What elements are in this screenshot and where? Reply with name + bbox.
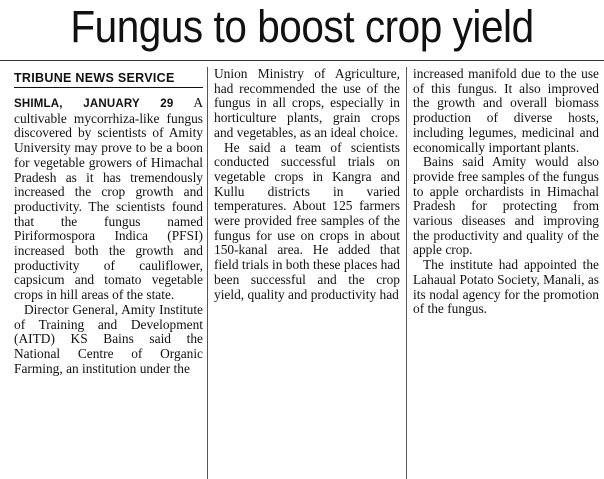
byline: TRIBUNE NEWS SERVICE (14, 70, 203, 88)
lead-paragraph (14, 96, 203, 303)
article-paragraph: Bains said Amity would also provide free samples of the fungus to apple orchardists in Himachal Pradesh for protecting from various diseases and improving the productivity and quality of the apple crop. (413, 154, 599, 258)
article-paragraph: Director General, Amity Institute of Training and Development (AITD) KS Bains said the National Centre of Organic Farming, an institution under the (14, 301, 203, 376)
article-column-3 (413, 67, 599, 479)
column-separator (207, 67, 208, 479)
dateline: SHIMLA, JANUARY 29 (14, 98, 174, 110)
headline-rule (0, 60, 604, 61)
article-paragraph: The institute had appointed the Lahaual Potato Society, Manali, as its nodal agency for the promotion of the fungus. (413, 257, 599, 317)
article-paragraph: Union Ministry of Agriculture, had recommended the use of the fungus in all crops, especially in horticulture plants, grain crops and vegetables, as an ideal choice. (214, 67, 400, 140)
article-paragraph: increased manifold due to the use of this fungus. It also improved the growth and overall biomass production of diverse hosts, including legumes, medicinal and economically important plants. (413, 67, 599, 155)
column-separator (406, 67, 407, 479)
headline: Fungus to boost crop yield (70, 1, 534, 52)
article-column-1 (14, 66, 203, 479)
lead-paragraph-text: A cultivable mycorrhiza-like fungus discovered by scientists of Amity University may prove to be a boon for vegetable growers of Himachal Pradesh as it has tremendously increased the crop growth and productivity. The scientists found that the fungus named Piriformospora Indica (PFSI) increased both the growth and productivity of cauliflower, capsicum and tomato vegetable crops in hill areas of the state. (14, 95, 203, 303)
article-column-2 (214, 67, 400, 479)
article-paragraph: He said a team of scientists conducted successful trials on vegetable crops in Kangra and Kullu districts in varied temperatures. About 125 farmers were provided free samples of the fungus for use on crops in about 150-kanal area. He added that field trials in both these places had been successful and the crop yield, quality and productivity had (214, 139, 400, 302)
